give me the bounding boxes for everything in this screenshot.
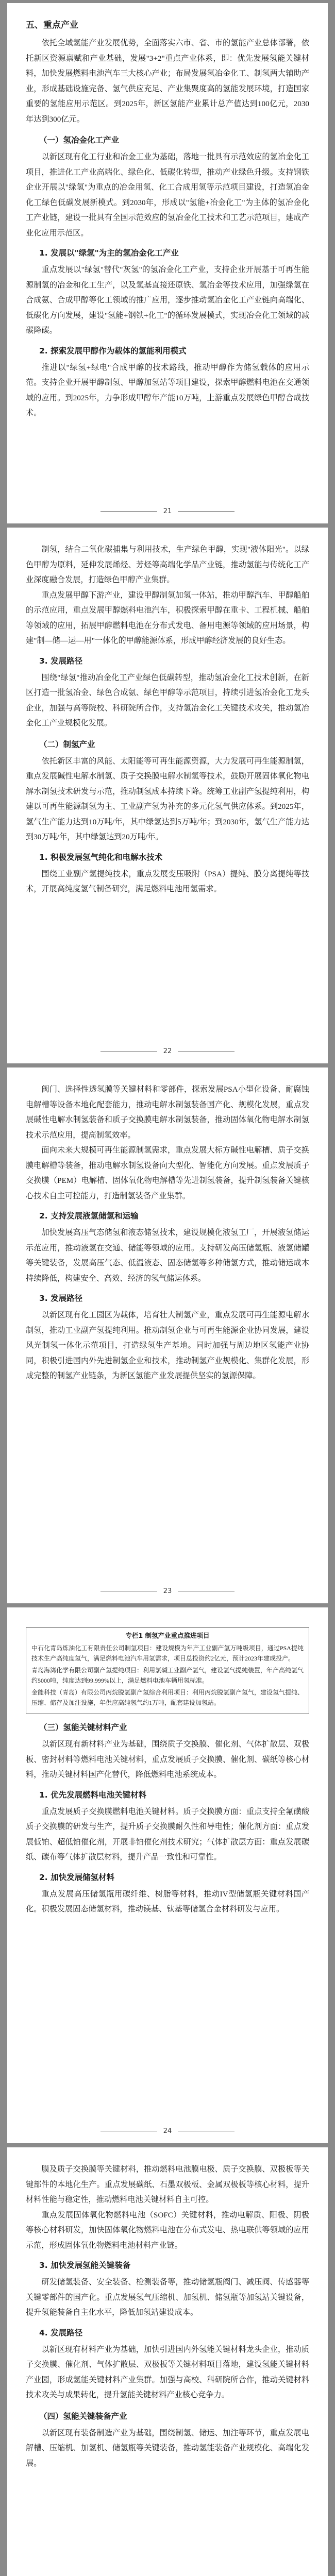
page-21 [7,3,328,523]
subsection-title: （四）氢能关键装备产业 [39,2412,127,2421]
paragraph: 重点发展高压储氢瓶用碳纤维、树脂等材料，推动IV型储氢瓶关键材料国产化。积极发展固态储氢材料，推动镁基、钛基等储氢合金材料研发与应用。 [26,1889,309,1913]
paragraph: 以新区现有新材料产业为基础，围绕质子交换膜、催化剂、气体扩散层、双极板、密封材料等燃料电池关键材料，重点发展质子交换膜、催化剂、碳纸等核心材料，推动关键材料国产化替代，降低燃料电池系统成本。 [26,1740,309,1779]
paragraph: 重点发展质子交换膜燃料电池关键材料。质子交换膜方面：重点支持全氟磺酸质子交换膜的研发与生产，提升质子交换膜耐久性和导电性；催化剂方面：重点发展低铂、超低铂催化剂，开展非铂催化剂技术研究；气体扩散层方面：重点发展碳纸、碳布等气体扩散层材料，提升产品一致性和可靠性。 [26,1807,309,1861]
bold-heading: 2. 支持发展液氢储氢和运输 [39,1211,139,1221]
subsection-title: （二）制氢产业 [39,740,95,749]
page-number: 24 [7,2127,328,2135]
box-item: 青岛海湾化学有限公司副产氢提纯项目：利用氯碱工业副产氢气，建设氢气提纯装置，年产高纯氢气约5000吨，纯度达到99.999%以上，满足燃料电池车辆用氢标准。 [31,1667,304,1684]
page-number: 23 [7,1587,328,1595]
paragraph: 以新区现有化工园区为载体，培育壮大制氢产业，重点发展可再生能源电解水制氢，推动工业副产氢提纯利用。推动制氢企业与可再生能源企业协同发展，建设风光制氢一体化示范项目，打造绿氢生产基地。同时加强与周边地区氢能产业协同，积极引进国内外先进制氢企业和技术，推动制氢产业规模化、集群化发展，形成完整的制氢产业链条，为新区氢能产业发展提供坚实的氢源保障。 [26,1311,309,1380]
subsection-title: （三）氢能关键材料产业 [39,1723,127,1732]
paragraph: 重点发展固体氧化物燃料电池（SOFC）关键材料，推动电解质、阳极、阴极等核心材料研发，加快固体氧化物燃料电池在分布式发电、热电联供等领域的应用示范，形成固体氧化物燃料电池材料产业链。 [26,2210,309,2250]
bold-heading: 2. 探索发展甲醇作为载体的氢能利用模式 [39,346,187,355]
box-item: 中石化青岛炼油化工有限责任公司制氢项目：建设规模为年产工业副产氢万吨级项目，通过PSA提纯技术生产高纯度氢气，满足燃料电池汽车用氢需求，项目总投资约2亿元，预计2023年建成投产。 [31,1645,304,1662]
section-title: 五、重点产业 [26,20,78,30]
bold-heading: 1. 积极发展氢气纯化和电解水技术 [39,852,163,862]
paragraph: 重点发展以"绿氢"替代"灰氢"的氢冶金化工产业，支持企业开展基于可再生能源制氢的冶金和化工生产，以及氢基直接还原铁、氢冶金等技术应用，加强绿氢在合成氨、合成甲醇等化工领域的推广应用，逐步推动氢冶金化工产业链向高端化、低碳化方向发展，建设"氢能+钢铁+化工"的循环发展模式，实现冶金化工领域的减碳降碳。 [26,265,309,335]
subsection-title: （一）氢冶金化工产业 [39,136,120,145]
bold-heading: 3. 加快发展氢能关键装备 [39,2261,131,2270]
paragraph: 膜及质子交换膜等关键材料，推动燃料电池膜电极、质子交换膜、双极板等关键部件的本地化生产。重点发展碳纸、石墨双极板、金属双极板等核心材料，提升材料性能与稳定性，推动燃料电池关键材料自主可控。 [26,2165,309,2204]
box-item: 金能科技（青岛）有限公司丙烷脱氢副产氢综合利用项目：利用丙烷脱氢副产氢气，建设氢气提纯、压缩、储存及加注设施，年供应高纯氢气约1万吨，配套建设加氢站。 [31,1689,304,1706]
bold-heading: 3. 发展路径 [39,656,83,666]
bold-heading: 1. 发展以"绿氢"为主的氢冶金化工产业 [39,248,179,258]
paragraph: 推进以"绿氢+绿电"合成甲醇的技术路线，推动甲醇作为储氢载体的应用示范。支持企业开展甲醇制氢、甲醇加氢站等项目建设，探索甲醇燃料电池在交通领域的应用。到2025年，力争形成甲醇年产能10万吨，上游重点发展绿色甲醇合成技术。 [26,363,309,417]
paragraph: 以新区现有化工行业和冶金工业为基础，落地一批具有示范效应的氢冶金化工项目，推进化工产业高端化、绿色化、低碳化转型，推动产业绿色升级。支持钢铁企业开展以"绿氢"为重点的冶金用氢、化工合成用氢等示范项目建设，打造氢冶金化工绿色低碳发展新模式。到2030年，形成以"氢能+冶金化工"为主体的氢冶金化工产业链，建设一批具有全国示范效应的氢冶金化工技术和工艺示范项目，建成产业化应用示范区。 [26,152,309,238]
paragraph: 围绕工业副产氢提纯技术，重点发展变压吸附（PSA）提纯、膜分离提纯等技术，开展高纯度氢气制备研究，满足燃料电池用氢需求。 [26,869,309,893]
bold-heading: 3. 发展路径 [39,1294,83,1303]
paragraph: 重点发展甲醇下游产业，建设甲醇制氢加氢一体站，推动甲醇汽车、甲醇船舶的示范应用，重点发展甲醇燃料电池汽车，积极探索甲醇在重卡、工程机械、船舶等领域的应用，拓展甲醇燃料电池在分布式发电、备用电源等领域的应用场景，构建"制—储—运—用"一体化的甲醇能源体系，形成甲醇经济发展的良好生态。 [26,590,309,645]
paragraph: 依托全域氢能产业发展优势，全面落实六市、省、市的氢能产业总体部署，依托新区资源禀赋和产业基础，发展"3+2"重点产业体系，即：优先发展氢能关键材料，加快发展燃料电池汽车三大核心产业；布局发展氢冶金化工、制氢两大辅助产业，形成基础设施完备、氢气供应充足、产业集聚度高的氢能发展环境，打造国家重要的氢能应用示范区。到2025年，新区氢能产业累计总产值达到100亿元，2030年达到300亿元。 [26,39,309,124]
project-column-box [26,1627,309,1714]
bold-heading: 4. 发展路径 [39,2328,83,2337]
paragraph: 制氢，结合二氧化碳捕集与利用技术，生产绿色甲醇，实现"液体阳光"。以绿色甲醇为原料，延伸发展烯烃、芳烃等高端化学品产业链，推动氢能与传统化工产业深度融合发展，打造绿色甲醇产业集群。 [26,545,309,584]
paragraph: 面向未来大规模可再生能源制氢需求，重点发展大标方碱性电解槽、质子交换膜电解槽等装备，推动电解水制氢设备向大型化、智能化方向发展。重点发展质子交换膜（PEM）电解槽、固体氧化物电解槽等先进制氢装备，提升制氢装备关键核心技术自主可控能力，打造制氢装备产业集群。 [26,1146,309,1200]
paragraph: 依托新区丰富的风能、太阳能等可再生能源资源，大力发展可再生能源制氢，重点发展碱性电解水制氢、质子交换膜电解水制氢等技术，鼓励开展固体氧化物电解水制氢技术研发与示范，推动制氢成本持续下降。统筹工业副产氢提纯利用，构建以可再生能源制氢为主、工业副产氢为补充的多元化氢气供应体系。到2025年，氢气生产能力达到10万吨/年，其中绿氢达到5万吨/年；到2030年，氢气生产能力达到30万吨/年，其中绿氢达到20万吨/年。 [26,756,309,841]
bold-heading: 1. 优先发展燃料电池关键材料 [39,1790,147,1800]
bold-heading: 2. 加快发展储氢材料 [39,1872,115,1882]
paragraph: 围绕"绿氢"推动冶金化工产业绿色低碳转型，推动氢冶金化工技术创新，在新区打造一批氢冶金、绿色合成氨、绿色甲醇等示范项目，持续引进氢冶金化工龙头企业，加强与高等院校、科研院所合作，支持氢冶金化工关键技术攻关，推动氢冶金化工产业规模化发展。 [26,673,309,727]
paragraph: 研发储氢装备、安全装备、检测装备等，推动储氢瓶阀门、减压阀、传感器等关键零部件的国产化。重点发展氢气压缩机、加氢机、储氢瓶等加氢站关键设备，提升氢能装备自主化水平，降低加氢站建设成本。 [26,2278,309,2317]
page-number: 22 [7,1047,328,1055]
page-23 [7,1067,328,1603]
paragraph: 以新区现有装备制造产业为基础，围绕制氢、储运、加注等环节，重点发展电解槽、压缩机、加氢机、储氢瓶等关键装备，推动氢能装备产业规模化、高端化发展。 [26,2428,309,2468]
paragraph: 以新区现有材料产业为基础，加快引进国内外氢能关键材料龙头企业，推动质子交换膜、催化剂、气体扩散层、双极板等关键材料项目落地，建设氢能关键材料产业园，形成氢能关键材料产业集群。加强与高校、科研院所合作，推动关键材料技术攻关与成果转化，提升氢能关键材料产业核心竞争力。 [26,2345,309,2399]
paragraph: 加快发展高压气态储氢和液态储氢技术，建设规模化液氢工厂，开展液氢储运示范应用，推动液氢在交通、储能等领域的应用。支持研发高压储氢瓶、液氢储罐等关键装备，发展高压气态、低温液态、固态储氢等多种储氢方式，推动储运成本持续降低，构建安全、高效、经济的氢气储运体系。 [26,1228,309,1283]
page-22 [7,528,328,1063]
paragraph: 阀门、选择性透氢膜等关键材料和零部件，探索发展PSA小型化设备、耐腐蚀电解槽等设备本地化配套能力，推动电解水制氢装备国产化、规模化发展，重点发展碱性电解水制氢装备和质子交换膜电解水制氢装备，推动固体氧化物电解水制氢技术示范应用，提高制氢效率。 [26,1085,309,1140]
page-number: 21 [7,507,328,515]
box-title: 专栏1 制氢产业重点推进项目 [125,1632,210,1639]
page-25 [7,2147,328,2576]
page-24 [7,1607,328,2143]
